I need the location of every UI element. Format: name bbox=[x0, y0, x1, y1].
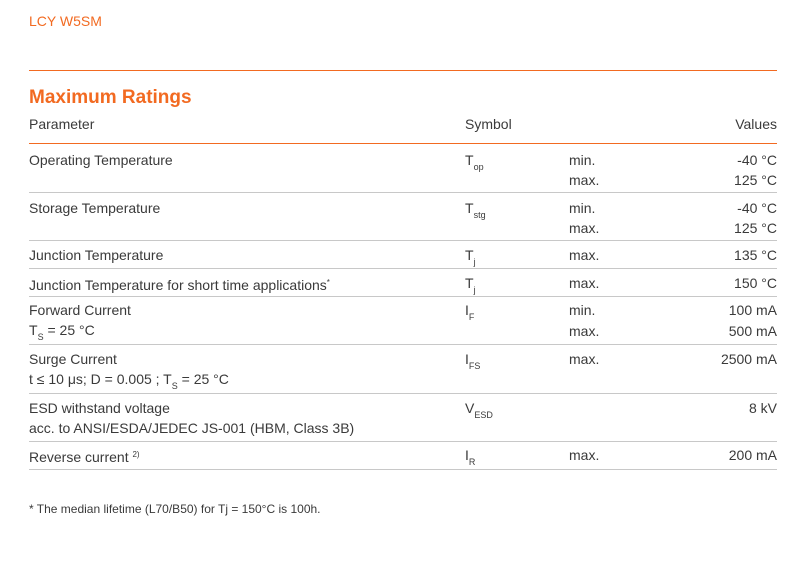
value-cell: 150 °C bbox=[734, 275, 777, 291]
value-cell: 125 °C bbox=[734, 220, 777, 236]
column-header-values: Values bbox=[735, 116, 777, 132]
table-row bbox=[29, 241, 777, 269]
table-row bbox=[29, 144, 777, 193]
footnote: * The median lifetime (L70/B50) for Tj = 150°C is 100h. bbox=[29, 502, 321, 516]
table-row bbox=[29, 193, 777, 241]
parameter-cell: Surge Current t ≤ 10 μs; D = 0.005 ; $T_S = 25$ °C bbox=[29, 351, 229, 391]
qualifier-cell: max. bbox=[569, 247, 600, 263]
symbol-cell: $T_{op}$ bbox=[465, 152, 484, 172]
symbol-cell: $T_{stg}$ bbox=[465, 200, 486, 220]
top-divider bbox=[29, 70, 777, 71]
column-header-symbol: Symbol bbox=[465, 116, 512, 132]
document-id: LCY W5SM bbox=[29, 13, 102, 29]
value-cell: -40 °C bbox=[737, 200, 777, 216]
value-cell: -40 °C bbox=[737, 152, 777, 168]
qualifier-cell: max. bbox=[569, 323, 600, 339]
symbol-cell: $T_j$ bbox=[465, 275, 476, 295]
value-cell: 125 °C bbox=[734, 172, 777, 188]
parameter-cell: Junction Temperature for short time applications* bbox=[29, 277, 330, 293]
parameter-cell: Reverse current $^{2)}$ bbox=[29, 449, 140, 465]
table-row bbox=[29, 269, 777, 297]
value-cell: 135 °C bbox=[734, 247, 777, 263]
table-row bbox=[29, 442, 777, 470]
table-row bbox=[29, 345, 777, 394]
symbol-cell: $I_{FS}$ bbox=[465, 351, 481, 371]
parameter-cell: Junction Temperature bbox=[29, 247, 164, 263]
qualifier-cell: min. bbox=[569, 302, 596, 318]
qualifier-cell: min. bbox=[569, 200, 596, 216]
table-row bbox=[29, 297, 777, 345]
column-header-parameter: Parameter bbox=[29, 116, 95, 132]
symbol-cell: $V_{ESD}$ bbox=[465, 400, 493, 420]
qualifier-cell: max. bbox=[569, 275, 600, 291]
section-title: Maximum Ratings bbox=[29, 87, 192, 108]
parameter-cell: Storage Temperature bbox=[29, 200, 161, 216]
symbol-cell: $I_F$ bbox=[465, 302, 475, 322]
qualifier-cell: max. bbox=[569, 172, 600, 188]
value-cell: 2500 mA bbox=[720, 351, 777, 367]
qualifier-cell: max. bbox=[569, 351, 600, 367]
value-cell: 100 mA bbox=[728, 302, 777, 318]
qualifier-cell: min. bbox=[569, 152, 596, 168]
parameter-cell: ESD withstand voltage acc. to ANSI/ESDA/JEDEC JS-001 (HBM, Class 3B) bbox=[29, 400, 355, 436]
parameter-cell: Operating Temperature bbox=[29, 152, 173, 168]
symbol-cell: $I_R$ bbox=[465, 447, 476, 467]
qualifier-cell: max. bbox=[569, 220, 600, 236]
value-cell: 8 kV bbox=[748, 400, 777, 416]
ratings-table bbox=[29, 144, 777, 470]
value-cell: 500 mA bbox=[728, 323, 777, 339]
parameter-cell: Forward Current $T_S = 25$ °C bbox=[29, 302, 131, 342]
symbol-cell: $T_j$ bbox=[465, 247, 476, 267]
qualifier-cell: max. bbox=[569, 447, 600, 463]
table-row bbox=[29, 394, 777, 442]
value-cell: 200 mA bbox=[728, 447, 777, 463]
